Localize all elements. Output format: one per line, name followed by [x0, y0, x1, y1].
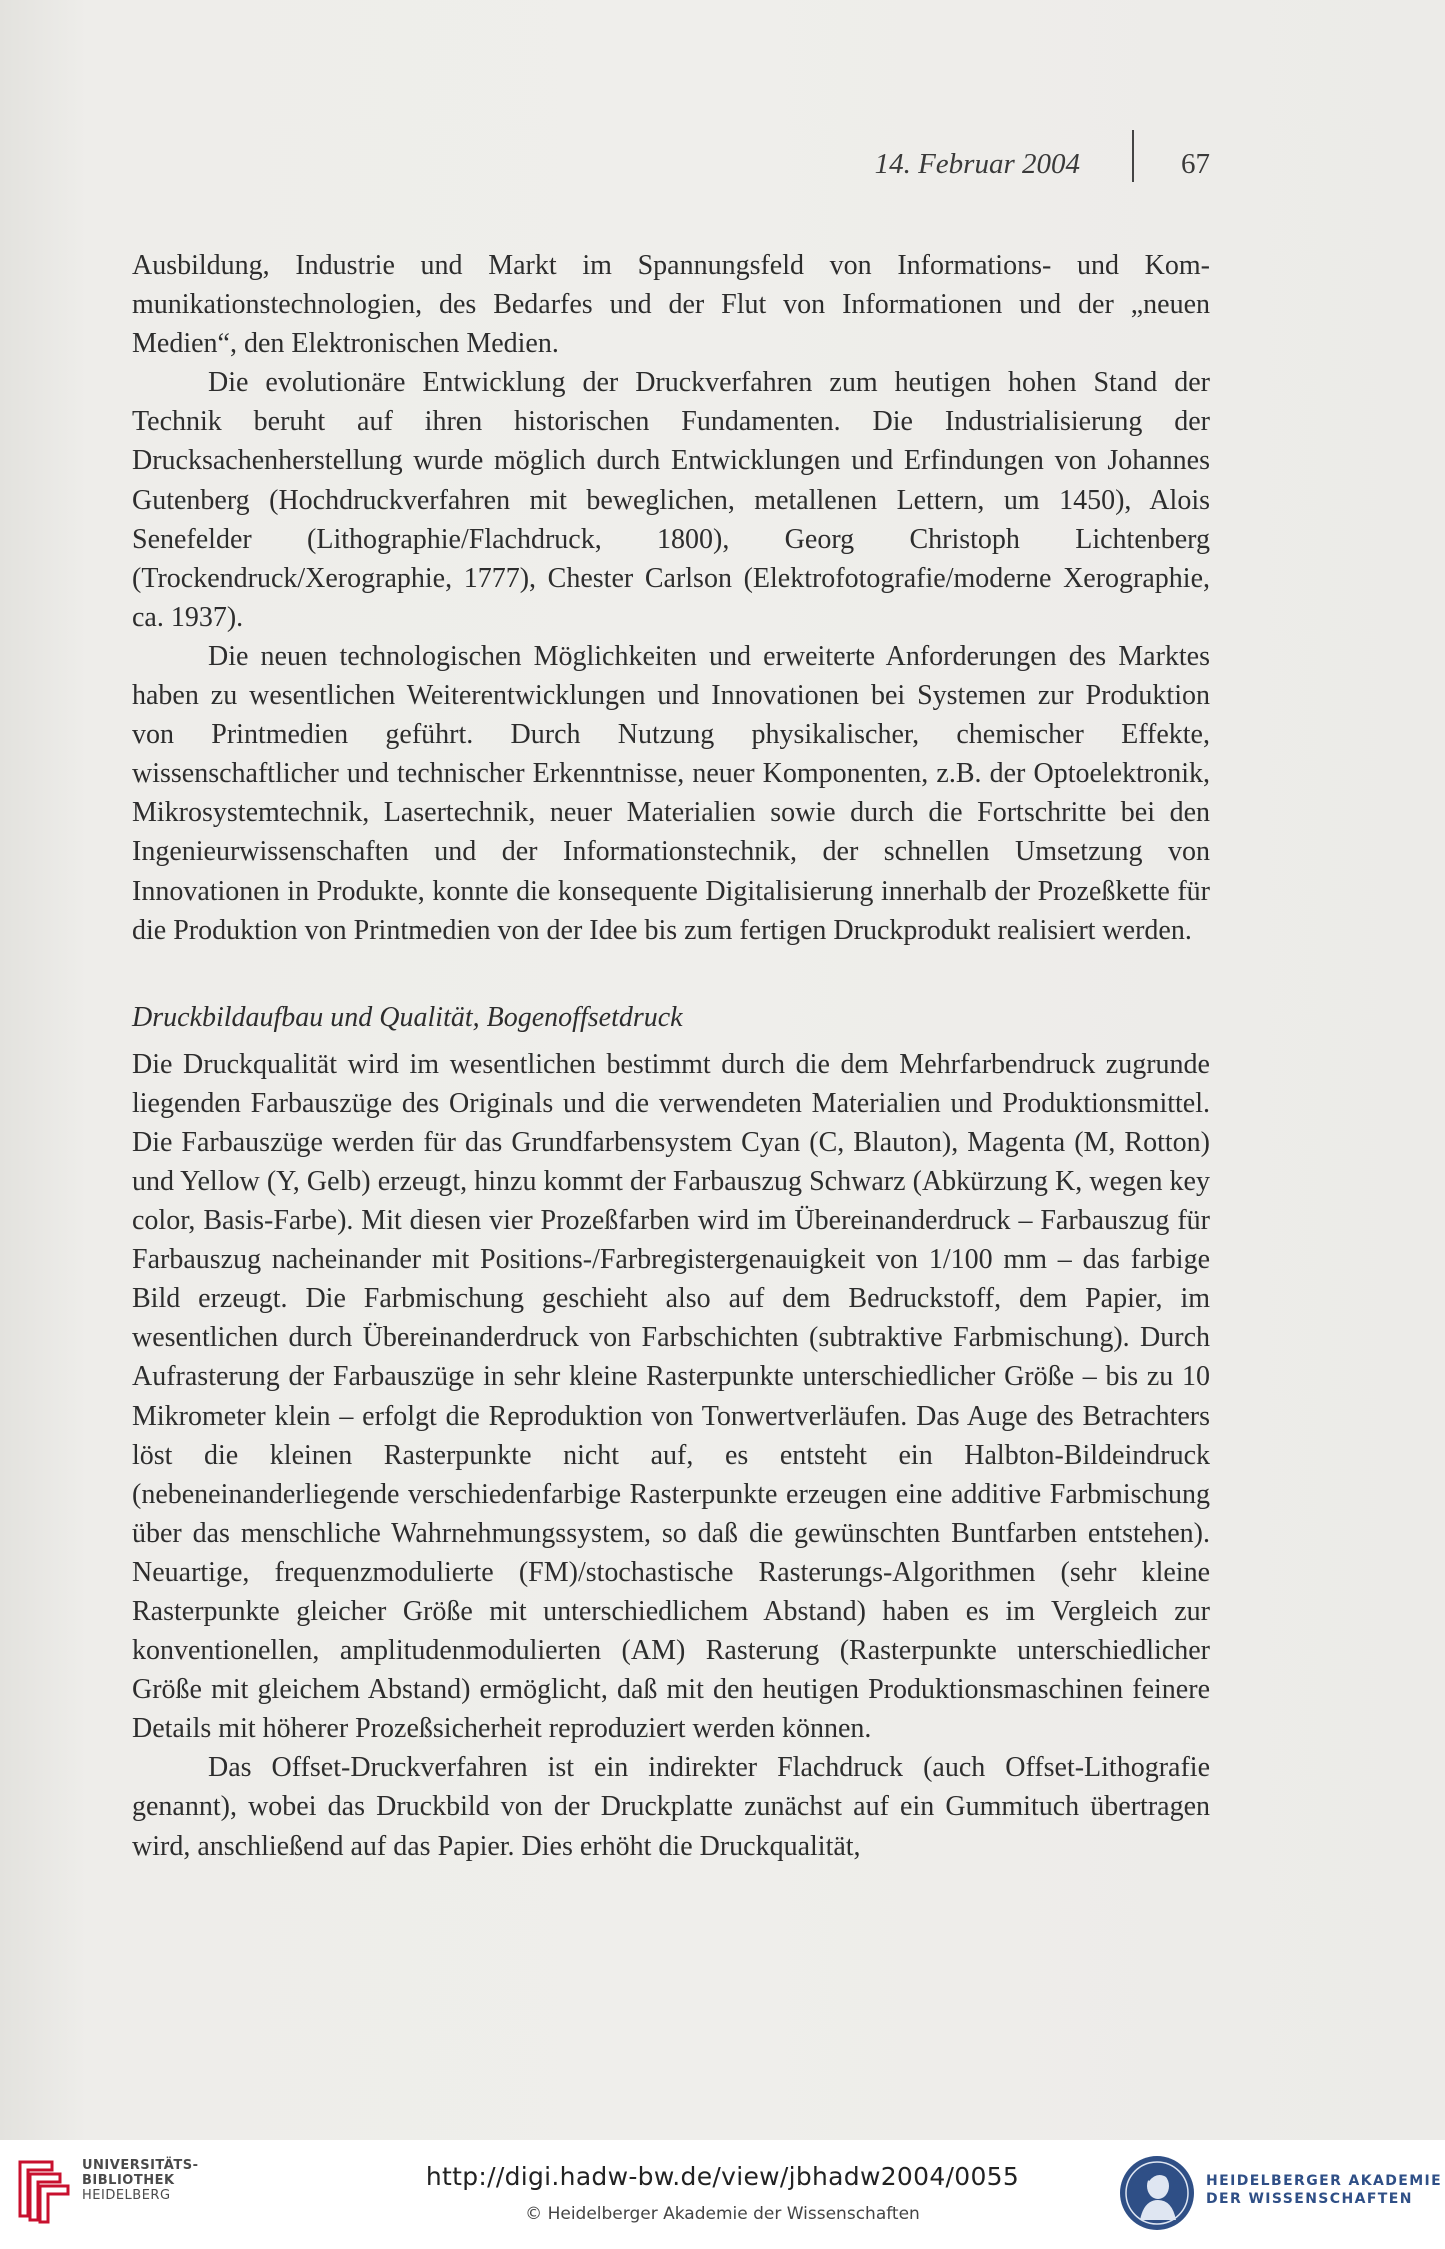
academy-seal-icon: [1118, 2154, 1196, 2232]
page-number: 67: [1181, 148, 1210, 180]
library-name-line: UNIVERSITÄTS-: [82, 2158, 199, 2173]
copyright-notice: © Heidelberger Akademie der Wissenschaften: [525, 2204, 920, 2224]
academy-name-line: HEIDELBERGER AKADEMIE: [1206, 2173, 1443, 2189]
viewer-footer: [0, 2140, 1445, 2249]
permalink-url[interactable]: http://digi.hadw-bw.de/view/jbhadw2004/0055: [425, 2162, 1020, 2191]
paragraph: Die Druckqualität wird im wesentlichen bestimmt durch die dem Mehrfarbendruck zugrunde liegenden Farbauszüge des Originals und die verwendeten Materialien und Produktionsmittel. Die Farbauszüge werden für das Grundfarbensystem Cyan (C, Blauton), Magenta (M, Rotton) und Yellow (Y, Gelb) erzeugt, hinzu kommt der Farbauszug Schwarz (Abkürzung K, wegen key color, Basis-Farbe). Mit diesen vier Prozeßfarben wird im Übereinanderdruck – Farbauszug für Farbauszug nacheinander mit Positions-/Farbregistergenauigkeit von 1/100 mm – das farbige Bild erzeugt. Die Farbmischung geschieht also auf dem Bedruckstoff, dem Papier, im wesentlichen durch Übereinanderdruck von Farbschichten (subtraktive Farbmischung). Durch Aufrasterung der Farbauszüge in sehr kleine Rasterpunkte unterschiedlicher Größe – bis zu 10 Mikrometer klein – erfolgt die Reproduktion von Tonwertverläufen. Das Auge des Betrachters löst die kleinen Rasterpunkte nicht auf, es entsteht ein Halbton-Bildeindruck (nebeneinanderliegende verschiedenfarbige Rasterpunkte erzeugen eine additive Farbmischung über das menschliche Wahrnehmungssystem, so daß die gewünschten Buntfarben entstehen). Neuartige, frequenzmodulierte (FM)/stochastische Rasterungs-Algorithmen (sehr kleine Rasterpunkte gleicher Größe mit unterschiedlichem Abstand) haben es im Vergleich zur konventionellen, amplitudenmodulierten (AM) Rasterung (Rasterpunkte unterschiedlicher Größe mit gleichem Abstand) ermöglicht, daß mit den heutigen Produktionsmaschinen feinere Details mit höherer Prozeßsicherheit reproduziert werden können.: [132, 1048, 1210, 1745]
paragraph: Die evolutionäre Entwicklung der Druckverfahren zum heutigen hohen Stand der Technik beruht auf ihren historischen Fundamenten. Die Industrialisierung der Drucksachenherstellung wurde möglich durch Entwicklungen und Erfindungen von Johannes Gutenberg (Hochdruckverfahren mit beweglichen, metallenen Lettern, um 1450), Alois Senefelder (Lithographie/Flachdruck, 1800), Georg Christoph Lichtenberg (Trockendruck/Xerographie, 1777), Chester Carlson (Elektrofotografie/moderne Xerographie, ca. 1937).: [132, 367, 1210, 633]
library-name-line: BIBLIOTHEK: [82, 2173, 175, 2188]
running-head: [700, 148, 1210, 188]
section-heading: Druckbildaufbau und Qualität, Bogenoffsetdruck: [132, 1001, 683, 1033]
academy-name-line: DER WISSENSCHAFTEN: [1206, 2191, 1413, 2207]
body-text: [132, 246, 1210, 1866]
running-head-date: 14. Februar 2004: [874, 148, 1080, 180]
running-head-rule: [1132, 130, 1134, 182]
academy-name: [1206, 2172, 1442, 2208]
paragraph: Die neuen technologischen Möglichkeiten und erweiterte Anforderungen des Marktes haben zu wesentlichen Weiterentwicklungen und Innovationen bei Systemen zur Produktion von Printmedien geführt. Durch Nutzung physikalischer, chemischer Effekte, wissenschaftlicher und technischer Erkenntnisse, neuer Komponenten, z.B. der Optoelektronik, Mikrosystemtechnik, Lasertechnik, neuer Materialien sowie durch die Fortschritte bei den Ingenieurwissenschaften und der Informationstechnik, der schnellen Umsetzung von Innovationen in Produkte, konnte die konsequente Digitalisierung innerhalb der Prozeßkette für die Produktion von Printmedien von der Idee bis zum fertigen Druckprodukt realisiert werden.: [132, 640, 1210, 946]
paragraph: Das Offset-Druckverfahren ist ein indirekter Flachdruck (auch Offset-Lithografie genannt), wobei das Druckbild von der Druckplatte zunächst auf ein Gummituch übertragen wird, anschließend auf das Papier. Dies erhöht die Druckqualität,: [132, 1752, 1210, 1862]
library-name-line: HEIDELBERG: [82, 2188, 171, 2203]
paragraph: Ausbildung, Industrie und Markt im Spannungsfeld von Informations- und Kommunikationstechnologien, des Bedarfes und der Flut von Informationen und der „neuen Medien“, den Elektronischen Medien.: [132, 250, 1210, 360]
